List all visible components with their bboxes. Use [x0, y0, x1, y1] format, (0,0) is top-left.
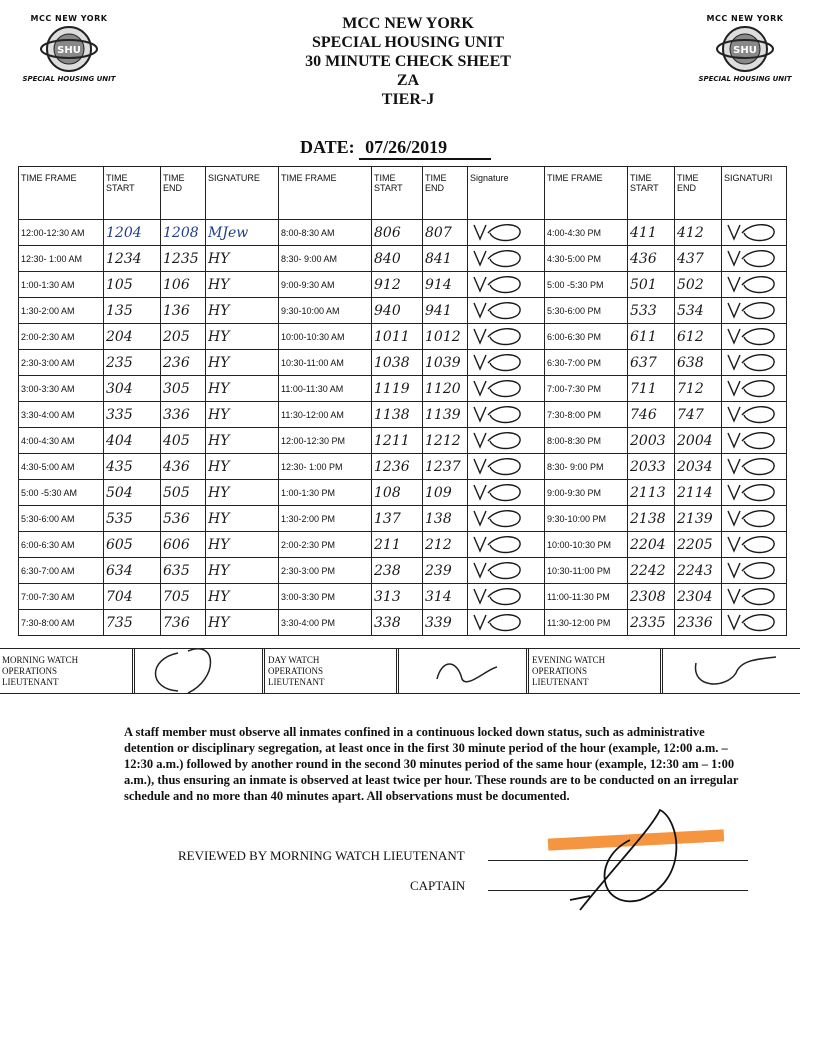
time-end-cell: 635 [161, 558, 206, 584]
signature-cell [468, 246, 545, 272]
time-end-cell: 2114 [675, 480, 722, 506]
signature-cell [722, 402, 787, 428]
time-end-cell: 1208 [161, 220, 206, 246]
time-end-cell: 1012 [423, 324, 468, 350]
signature-cell: HY [206, 506, 279, 532]
check-sheet-table [18, 166, 787, 636]
review-label: REVIEWED BY MORNING WATCH LIEUTENANT [178, 848, 465, 863]
signature-cell [722, 428, 787, 454]
table-row [19, 350, 787, 376]
time-frame-cell: 10:30-11:00 AM [279, 350, 372, 376]
col-time-frame: TIME FRAME [19, 167, 104, 220]
time-start-cell: 335 [104, 402, 161, 428]
signature-cell [468, 506, 545, 532]
signature-cell [722, 480, 787, 506]
time-frame-cell: 1:00-1:30 PM [279, 480, 372, 506]
time-frame-cell: 6:30-7:00 PM [545, 350, 628, 376]
time-start-cell: 637 [628, 350, 675, 376]
time-end-cell: 437 [675, 246, 722, 272]
time-end-cell: 1139 [423, 402, 468, 428]
signature-cell [722, 246, 787, 272]
evening-watch-signature [666, 649, 796, 693]
time-end-cell: 841 [423, 246, 468, 272]
time-start-cell: 746 [628, 402, 675, 428]
signature-cell [722, 506, 787, 532]
time-frame-cell: 3:30-4:00 PM [279, 610, 372, 636]
header-line-3: 30 MINUTE CHECK SHEET [305, 53, 511, 70]
time-start-cell: 711 [628, 376, 675, 402]
time-start-cell: 634 [104, 558, 161, 584]
time-end-cell: 502 [675, 272, 722, 298]
time-end-cell: 106 [161, 272, 206, 298]
handwritten-initials-icon [470, 481, 530, 503]
time-frame-cell: 5:00 -5:30 AM [19, 480, 104, 506]
time-start-cell: 940 [372, 298, 423, 324]
logo-bottom-text: SPECIAL HOUSING UNIT [698, 75, 792, 83]
handwritten-initials-icon [724, 585, 784, 607]
time-frame-cell: 8:30- 9:00 AM [279, 246, 372, 272]
handwritten-initials-icon [470, 429, 530, 451]
time-start-cell: 1234 [104, 246, 161, 272]
time-frame-cell: 3:00-3:30 AM [19, 376, 104, 402]
time-frame-cell: 9:30-10:00 PM [545, 506, 628, 532]
time-end-cell: 239 [423, 558, 468, 584]
time-start-cell: 135 [104, 298, 161, 324]
signature-cell [468, 610, 545, 636]
table-row [19, 220, 787, 246]
time-end-cell: 436 [161, 454, 206, 480]
time-start-cell: 611 [628, 324, 675, 350]
col-time-frame: TIME FRAME [545, 167, 628, 220]
time-end-cell: 941 [423, 298, 468, 324]
signature-cell: HY [206, 558, 279, 584]
time-frame-cell: 4:30-5:00 PM [545, 246, 628, 272]
header-line-1: MCC NEW YORK [342, 15, 474, 32]
time-start-cell: 2033 [628, 454, 675, 480]
date-line [300, 137, 491, 160]
time-frame-cell: 7:30-8:00 PM [545, 402, 628, 428]
time-end-cell: 336 [161, 402, 206, 428]
col-time-start: TIME START [628, 167, 675, 220]
time-end-cell: 807 [423, 220, 468, 246]
time-frame-cell: 11:00-11:30 AM [279, 376, 372, 402]
time-frame-cell: 4:00-4:30 PM [545, 220, 628, 246]
signature-cell [468, 298, 545, 324]
time-start-cell: 2113 [628, 480, 675, 506]
handwritten-initials-icon [724, 611, 784, 633]
signature-cell [722, 558, 787, 584]
time-start-cell: 2204 [628, 532, 675, 558]
table-row [19, 428, 787, 454]
handwritten-initials-icon [724, 299, 784, 321]
col-time-end: TIME END [675, 167, 722, 220]
time-frame-cell: 12:30- 1:00 PM [279, 454, 372, 480]
time-frame-cell: 12:30- 1:00 AM [19, 246, 104, 272]
signature-cell: HY [206, 350, 279, 376]
logo-right [690, 14, 800, 83]
signature-cell [722, 324, 787, 350]
handwritten-signature-icon [402, 649, 522, 693]
time-start-cell: 238 [372, 558, 423, 584]
time-frame-cell: 10:30-11:00 PM [545, 558, 628, 584]
signature-cell [468, 428, 545, 454]
handwritten-initials-icon [470, 585, 530, 607]
time-frame-cell: 2:30-3:00 PM [279, 558, 372, 584]
signature-cell: HY [206, 324, 279, 350]
time-start-cell: 1138 [372, 402, 423, 428]
time-frame-cell: 4:30-5:00 AM [19, 454, 104, 480]
signature-cell [468, 480, 545, 506]
time-end-cell: 2243 [675, 558, 722, 584]
time-end-cell: 914 [423, 272, 468, 298]
handwritten-initials-icon [470, 351, 530, 373]
time-end-cell: 705 [161, 584, 206, 610]
time-frame-cell: 7:30-8:00 AM [19, 610, 104, 636]
time-start-cell: 436 [628, 246, 675, 272]
signature-cell [722, 298, 787, 324]
signature-cell [722, 584, 787, 610]
signature-cell [722, 532, 787, 558]
table-row [19, 584, 787, 610]
time-start-cell: 411 [628, 220, 675, 246]
handwritten-initials-icon [724, 429, 784, 451]
logo-top-text: MCC NEW YORK [706, 14, 784, 23]
handwritten-initials-icon [724, 325, 784, 347]
header-line-5: TIER-J [381, 91, 435, 108]
signature-cell: HY [206, 272, 279, 298]
col-signature: SIGNATURE [206, 167, 279, 220]
header-line-2: SPECIAL HOUSING UNIT [311, 34, 505, 51]
signature-cell [722, 376, 787, 402]
table-header-row [19, 167, 787, 220]
time-end-cell: 638 [675, 350, 722, 376]
time-end-cell: 505 [161, 480, 206, 506]
table-row [19, 454, 787, 480]
time-end-cell: 212 [423, 532, 468, 558]
handwritten-initials-icon [470, 247, 530, 269]
time-end-cell: 339 [423, 610, 468, 636]
time-frame-cell: 12:00-12:30 AM [19, 220, 104, 246]
time-start-cell: 535 [104, 506, 161, 532]
time-frame-cell: 2:00-2:30 PM [279, 532, 372, 558]
handwritten-initials-icon [724, 455, 784, 477]
header-line-4: ZA [396, 72, 420, 89]
col-time-start: TIME START [372, 167, 423, 220]
time-end-cell: 606 [161, 532, 206, 558]
time-start-cell: 108 [372, 480, 423, 506]
col-time-start: TIME START [104, 167, 161, 220]
time-start-cell: 605 [104, 532, 161, 558]
time-start-cell: 1211 [372, 428, 423, 454]
table-row [19, 376, 787, 402]
table-row [19, 480, 787, 506]
time-start-cell: 533 [628, 298, 675, 324]
watch-signature-row [0, 648, 800, 694]
signature-cell [722, 454, 787, 480]
signature-cell [468, 454, 545, 480]
time-frame-cell: 6:00-6:30 PM [545, 324, 628, 350]
svg-text:SHU: SHU [733, 45, 757, 56]
table-row [19, 246, 787, 272]
time-start-cell: 840 [372, 246, 423, 272]
document-header [200, 14, 616, 109]
time-frame-cell: 6:00-6:30 AM [19, 532, 104, 558]
time-frame-cell: 1:30-2:00 AM [19, 298, 104, 324]
time-end-cell: 2034 [675, 454, 722, 480]
time-start-cell: 1011 [372, 324, 423, 350]
time-end-cell: 2004 [675, 428, 722, 454]
signature-cell: HY [206, 480, 279, 506]
time-start-cell: 435 [104, 454, 161, 480]
table-row [19, 506, 787, 532]
signature-cell [468, 402, 545, 428]
day-watch-label-cell [266, 649, 399, 693]
time-end-cell: 236 [161, 350, 206, 376]
time-frame-cell: 12:00-12:30 PM [279, 428, 372, 454]
logo-left [14, 14, 124, 83]
shu-seal-icon [39, 25, 99, 73]
handwritten-initials-icon [724, 533, 784, 555]
signature-cell [468, 558, 545, 584]
time-end-cell: 536 [161, 506, 206, 532]
time-frame-cell: 11:30-12:00 AM [279, 402, 372, 428]
time-frame-cell: 11:00-11:30 PM [545, 584, 628, 610]
handwritten-initials-icon [724, 273, 784, 295]
table-row [19, 272, 787, 298]
time-end-cell: 1120 [423, 376, 468, 402]
signature-cell: MJew [206, 220, 279, 246]
time-end-cell: 2304 [675, 584, 722, 610]
time-end-cell: 109 [423, 480, 468, 506]
handwritten-initials-icon [470, 273, 530, 295]
handwritten-initials-icon [470, 299, 530, 321]
time-start-cell: 1119 [372, 376, 423, 402]
col-signature: Signature [468, 167, 545, 220]
morning-watch-label-cell [0, 649, 135, 693]
time-start-cell: 204 [104, 324, 161, 350]
time-frame-cell: 2:30-3:00 AM [19, 350, 104, 376]
time-frame-cell: 3:00-3:30 PM [279, 584, 372, 610]
shu-seal-icon [715, 25, 775, 73]
time-start-cell: 2138 [628, 506, 675, 532]
time-frame-cell: 3:30-4:00 AM [19, 402, 104, 428]
signature-cell [468, 324, 545, 350]
time-end-cell: 138 [423, 506, 468, 532]
time-frame-cell: 10:00-10:30 PM [545, 532, 628, 558]
signature-cell: HY [206, 532, 279, 558]
time-end-cell: 736 [161, 610, 206, 636]
signature-cell [722, 272, 787, 298]
time-start-cell: 2308 [628, 584, 675, 610]
time-frame-cell: 5:30-6:00 PM [545, 298, 628, 324]
signature-cell: HY [206, 454, 279, 480]
handwritten-initials-icon [724, 247, 784, 269]
time-end-cell: 2336 [675, 610, 722, 636]
table-row [19, 402, 787, 428]
signature-cell [468, 584, 545, 610]
time-start-cell: 105 [104, 272, 161, 298]
col-signature: SIGNATURI [722, 167, 787, 220]
time-start-cell: 211 [372, 532, 423, 558]
morning-watch-label: MORNING WATCH OPERATIONS LIEUTENANT [2, 655, 79, 687]
time-start-cell: 806 [372, 220, 423, 246]
table-row [19, 532, 787, 558]
handwritten-initials-icon [724, 481, 784, 503]
handwritten-initials-icon [470, 325, 530, 347]
time-start-cell: 1038 [372, 350, 423, 376]
handwritten-initials-icon [470, 377, 530, 399]
signature-cell: HY [206, 246, 279, 272]
handwritten-initials-icon [470, 611, 530, 633]
handwritten-initials-icon [470, 455, 530, 477]
signature-cell [722, 610, 787, 636]
time-frame-cell: 9:30-10:00 AM [279, 298, 372, 324]
logo-bottom-text: SPECIAL HOUSING UNIT [22, 75, 116, 83]
time-start-cell: 137 [372, 506, 423, 532]
time-end-cell: 534 [675, 298, 722, 324]
time-start-cell: 1236 [372, 454, 423, 480]
signature-cell: HY [206, 298, 279, 324]
time-end-cell: 2205 [675, 532, 722, 558]
handwritten-initials-icon [724, 403, 784, 425]
table-row [19, 298, 787, 324]
time-end-cell: 412 [675, 220, 722, 246]
time-start-cell: 2335 [628, 610, 675, 636]
time-end-cell: 405 [161, 428, 206, 454]
evening-watch-label: EVENING WATCH OPERATIONS LIEUTENANT [532, 655, 606, 687]
signature-cell [468, 376, 545, 402]
time-end-cell: 1212 [423, 428, 468, 454]
time-frame-cell: 11:30-12:00 PM [545, 610, 628, 636]
time-end-cell: 314 [423, 584, 468, 610]
handwritten-initials-icon [724, 507, 784, 529]
time-start-cell: 1204 [104, 220, 161, 246]
col-time-frame: TIME FRAME [279, 167, 372, 220]
captain-signature-icon [560, 800, 700, 920]
captain-label: CAPTAIN [410, 878, 466, 893]
time-frame-cell: 7:00-7:30 PM [545, 376, 628, 402]
time-start-cell: 338 [372, 610, 423, 636]
table-body [19, 220, 787, 636]
day-watch-signature [402, 649, 529, 693]
table-row [19, 324, 787, 350]
handwritten-initials-icon [724, 221, 784, 243]
signature-cell: HY [206, 428, 279, 454]
signature-cell: HY [206, 584, 279, 610]
time-start-cell: 504 [104, 480, 161, 506]
time-end-cell: 612 [675, 324, 722, 350]
time-frame-cell: 9:00-9:30 AM [279, 272, 372, 298]
handwritten-initials-icon [470, 559, 530, 581]
time-start-cell: 501 [628, 272, 675, 298]
signature-cell [468, 272, 545, 298]
handwritten-signature-icon [138, 649, 258, 693]
signature-cell [468, 350, 545, 376]
handwritten-initials-icon [470, 507, 530, 529]
day-watch-label: DAY WATCH OPERATIONS LIEUTENANT [268, 655, 325, 687]
time-frame-cell: 7:00-7:30 AM [19, 584, 104, 610]
handwritten-signature-icon [666, 649, 786, 693]
time-frame-cell: 9:00-9:30 PM [545, 480, 628, 506]
handwritten-initials-icon [470, 533, 530, 555]
time-end-cell: 205 [161, 324, 206, 350]
time-start-cell: 735 [104, 610, 161, 636]
time-frame-cell: 4:00-4:30 AM [19, 428, 104, 454]
signature-cell [468, 532, 545, 558]
time-frame-cell: 5:30-6:00 AM [19, 506, 104, 532]
time-end-cell: 136 [161, 298, 206, 324]
time-frame-cell: 6:30-7:00 AM [19, 558, 104, 584]
col-time-end: TIME END [423, 167, 468, 220]
signature-cell [722, 350, 787, 376]
handwritten-initials-icon [470, 221, 530, 243]
time-frame-cell: 8:00-8:30 PM [545, 428, 628, 454]
time-frame-cell: 2:00-2:30 AM [19, 324, 104, 350]
handwritten-initials-icon [724, 559, 784, 581]
time-start-cell: 304 [104, 376, 161, 402]
time-end-cell: 712 [675, 376, 722, 402]
signature-cell [468, 220, 545, 246]
time-start-cell: 313 [372, 584, 423, 610]
table-row [19, 558, 787, 584]
signature-cell: HY [206, 610, 279, 636]
time-frame-cell: 1:00-1:30 AM [19, 272, 104, 298]
time-start-cell: 704 [104, 584, 161, 610]
table-row [19, 610, 787, 636]
time-start-cell: 235 [104, 350, 161, 376]
signature-cell: HY [206, 376, 279, 402]
date-value: 07/26/2019 [359, 137, 491, 160]
time-end-cell: 747 [675, 402, 722, 428]
time-frame-cell: 1:30-2:00 PM [279, 506, 372, 532]
time-end-cell: 1235 [161, 246, 206, 272]
time-frame-cell: 10:00-10:30 AM [279, 324, 372, 350]
col-time-end: TIME END [161, 167, 206, 220]
policy-paragraph: A staff member must observe all inmates confined in a continuous locked down status, such as administrative detention or disciplinary segregation, at least once in the first 30 minute period of the hour (example, 12:00 a.m. – 12:30 a.m.) followed by another round in the second 30 minutes period of the same hour (example, 12:30 am – 1:00 a.m.), thus ensuring an inmate is observed at least twice per hour. These rounds are to be conducted on an irregular schedule and no more than 40 minutes apart. All observations must be documented. [124, 725, 739, 803]
handwritten-initials-icon [470, 403, 530, 425]
date-label: DATE: [300, 137, 355, 157]
time-start-cell: 2003 [628, 428, 675, 454]
time-end-cell: 305 [161, 376, 206, 402]
morning-watch-signature [138, 649, 265, 693]
time-frame-cell: 8:30- 9:00 PM [545, 454, 628, 480]
logo-top-text: MCC NEW YORK [30, 14, 108, 23]
handwritten-initials-icon [724, 377, 784, 399]
evening-watch-label-cell [530, 649, 663, 693]
time-end-cell: 1237 [423, 454, 468, 480]
time-end-cell: 2139 [675, 506, 722, 532]
svg-text:SHU: SHU [57, 45, 81, 56]
time-start-cell: 912 [372, 272, 423, 298]
time-end-cell: 1039 [423, 350, 468, 376]
time-frame-cell: 5:00 -5:30 PM [545, 272, 628, 298]
time-start-cell: 2242 [628, 558, 675, 584]
handwritten-initials-icon [724, 351, 784, 373]
time-start-cell: 404 [104, 428, 161, 454]
signature-cell: HY [206, 402, 279, 428]
signature-cell [722, 220, 787, 246]
time-frame-cell: 8:00-8:30 AM [279, 220, 372, 246]
